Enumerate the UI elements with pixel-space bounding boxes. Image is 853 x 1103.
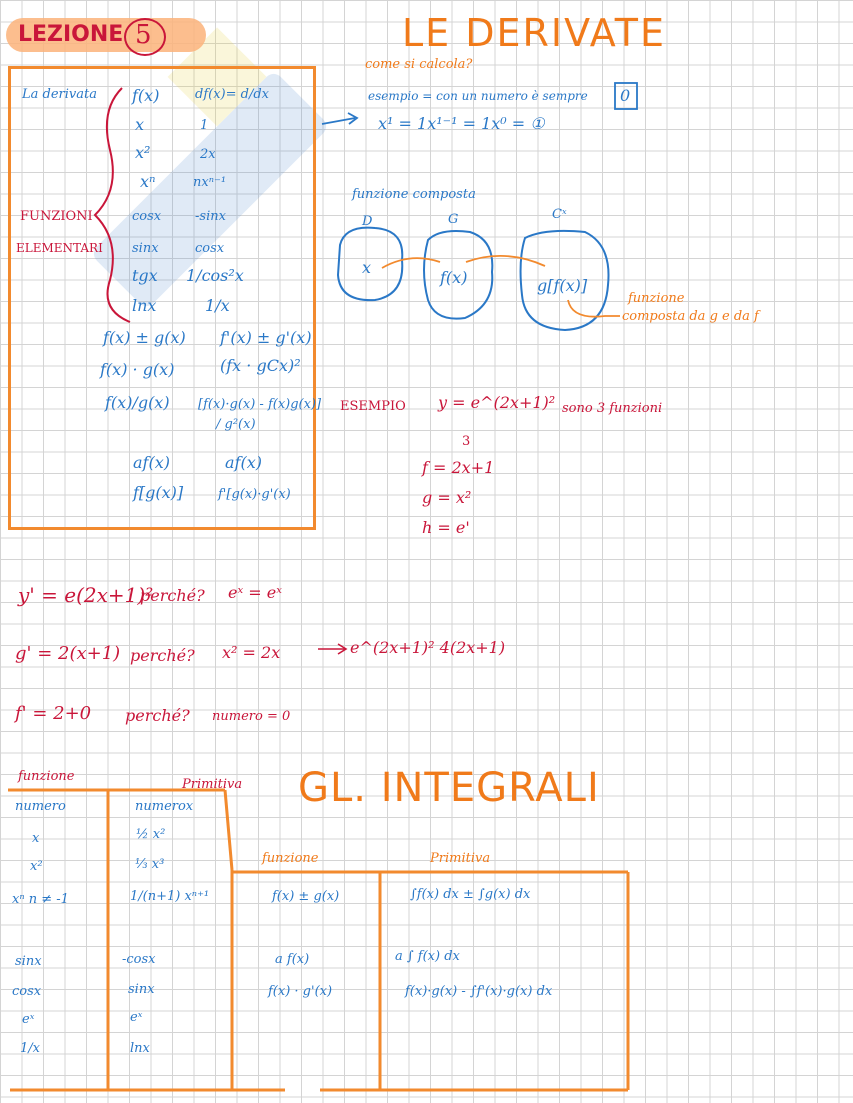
int-left-p-5: sinx (128, 982, 155, 997)
int-left-f-7: 1/x (20, 1041, 40, 1056)
int-left-p-1: ½ x² (136, 827, 166, 842)
lesson-number: 5 (135, 20, 152, 50)
deriv-f-5: sinx (132, 241, 159, 256)
int-left-p-7: lnx (130, 1041, 150, 1056)
composite-annotation-1: funzione (628, 291, 685, 306)
composite-bubble-gfx: g[f(x)] (537, 276, 588, 295)
deriv-d-7: 1/x (205, 296, 230, 315)
example-number-formula: x¹ = 1x¹⁻¹ = 1x⁰ = ① (378, 114, 545, 133)
int-right-p-1: a ∫ f(x) dx (395, 949, 460, 964)
example-formula: y = e^(2x+1)² (438, 393, 556, 412)
int-left-f-6: eˣ (22, 1012, 35, 1027)
rule-d2-2: / g²(x) (216, 417, 256, 432)
int-left-f-2: x² (30, 859, 43, 874)
deriv-f-6: tgx (132, 266, 158, 285)
subtitle: come si calcola? (365, 57, 473, 72)
int-left-f-4: sinx (15, 954, 42, 969)
example-f: f = 2x+1 (422, 458, 495, 477)
page-title: LE DERIVATE (402, 11, 666, 55)
deriv-d-5: cosx (195, 241, 225, 256)
side-label-funzioni: FUNZIONI (20, 209, 93, 224)
integrals-title: GL. INTEGRALI (298, 765, 600, 811)
rule-f-2: f(x)/g(x) (105, 393, 170, 412)
integrals-col-primitiva: Primitiva (182, 777, 243, 792)
composite-set-c: Cˣ (552, 207, 567, 222)
int-left-p-2: ⅓ x³ (135, 857, 165, 872)
deriv-f-0: f(x) (132, 86, 160, 105)
rule-d-4: f'[g(x)·g'(x) (218, 487, 291, 502)
line1-left: y' = e(2x+1)² (18, 583, 154, 607)
int-right-f-0: f(x) ± g(x) (272, 889, 340, 904)
side-label-elementari: ELEMENTARI (16, 241, 103, 255)
int-left-p-0: numerox (135, 799, 194, 814)
composite-annotation-2: composta da g e da f (622, 309, 759, 324)
example-g: g = x² (422, 488, 472, 507)
int-left-f-5: cosx (12, 984, 42, 999)
example-h: h = e' (422, 518, 470, 537)
rule-f-4: f[g(x)] (133, 483, 184, 502)
example-note: sono 3 funzioni (562, 401, 663, 416)
deriv-d-4: -sinx (195, 209, 226, 224)
deriv-f-4: cosx (132, 209, 162, 224)
integrals-col-funzione: funzione (18, 769, 75, 784)
rule-f-1: f(x) · g(x) (100, 360, 175, 379)
example-number-text: esempio = con un numero è sempre (368, 89, 588, 103)
int-right-col-funzione: funzione (262, 851, 319, 866)
line2-mid: perché? (130, 646, 195, 665)
rule-d-2: [f(x)·g(x) - f(x)g(x)] (198, 397, 322, 412)
composite-bubble-x: x (362, 258, 372, 277)
composite-label: funzione composta (352, 187, 476, 202)
int-right-p-2: f(x)·g(x) - ∫f'(x)·g(x) dx (405, 984, 553, 999)
example-three: 3 (462, 434, 471, 449)
int-left-f-1: x (32, 831, 40, 846)
rule-d-3: af(x) (225, 453, 262, 472)
line2-right: x² = 2x (222, 643, 281, 662)
rule-d-1: (fx · gCx)² (220, 356, 301, 375)
rule-d-0: f'(x) ± g'(x) (220, 328, 312, 347)
line2-arrow-result: e^(2x+1)² 4(2x+1) (350, 638, 506, 657)
deriv-f-2: x² (135, 143, 151, 162)
int-left-p-6: eˣ (130, 1010, 143, 1025)
deriv-f-3: xⁿ (140, 172, 156, 191)
composite-set-g: G (448, 212, 459, 227)
line1-right: eˣ = eˣ (228, 583, 282, 602)
composite-set-d: D (362, 214, 373, 229)
line3-right: numero = 0 (212, 709, 291, 724)
int-left-f-0: numero (15, 799, 66, 814)
composite-bubble-fx: f(x) (440, 268, 468, 287)
int-right-p-0: ∫f(x) dx ± ∫g(x) dx (410, 887, 531, 902)
example-number-result: 0 (620, 86, 631, 105)
deriv-d-6: 1/cos²x (186, 266, 244, 285)
rule-f-0: f(x) ± g(x) (103, 328, 186, 347)
example-label: ESEMPIO (340, 399, 406, 414)
deriv-f-7: lnx (132, 296, 157, 315)
line3-left: f' = 2+0 (15, 703, 92, 724)
int-right-col-primitiva: Primitiva (430, 851, 491, 866)
int-right-f-1: a f(x) (275, 952, 310, 967)
derivative-intro: La derivata (22, 87, 97, 102)
line1-mid: perché? (140, 586, 205, 605)
int-left-p-3: 1/(n+1) xⁿ⁺¹ (130, 889, 210, 904)
deriv-d-3: nxⁿ⁻¹ (193, 175, 227, 190)
int-right-f-2: f(x) · g'(x) (268, 984, 333, 999)
rule-f-3: af(x) (133, 453, 170, 472)
lesson-label: LEZIONE (18, 22, 124, 47)
int-left-f-3: xⁿ n ≠ -1 (12, 892, 69, 907)
int-left-p-4: -cosx (122, 952, 156, 967)
deriv-d-2: 2x (200, 147, 216, 162)
deriv-f-1: x (135, 115, 145, 134)
deriv-d-0: df(x)= d/dx (195, 87, 269, 102)
deriv-d-1: 1 (200, 118, 209, 133)
line2-left: g' = 2(x+1) (15, 643, 121, 664)
line3-mid: perché? (125, 706, 190, 725)
